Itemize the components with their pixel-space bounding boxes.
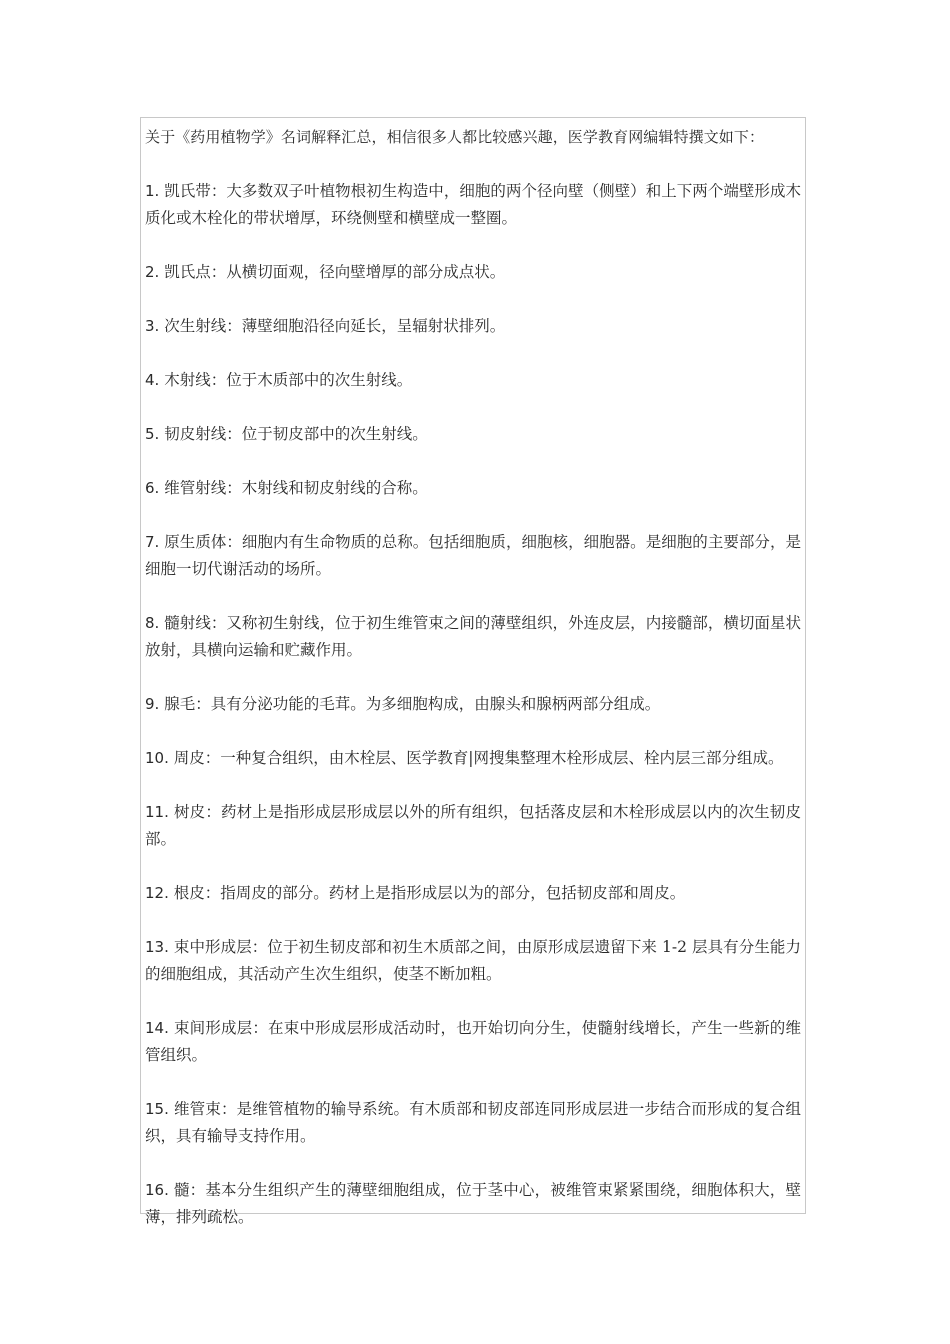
document-content-box xyxy=(140,117,806,1226)
list-item xyxy=(145,421,801,448)
item-text: 原生质体：细胞内有生命物质的总称。包括细胞质，细胞核，细胞器。是细胞的主要部分，是细胞一切代谢活动的场所。 xyxy=(145,533,801,578)
item-number: 14. xyxy=(145,1019,169,1037)
list-item xyxy=(145,799,801,853)
item-number: 10. xyxy=(145,749,169,767)
item-text: 髓射线：又称初生射线，位于初生维管束之间的薄壁组织，外连皮层，内接髓部，横切面星状放射，具横向运输和贮藏作用。 xyxy=(145,614,801,659)
list-item xyxy=(145,934,801,988)
item-text: 木射线：位于木质部中的次生射线。 xyxy=(159,371,413,389)
item-text: 凯氏带：大多数双子叶植物根初生构造中，细胞的两个径向壁（侧壁）和上下两个端壁形成木质化或木栓化的带状增厚，环绕侧壁和横壁成一整圈。 xyxy=(145,182,801,227)
list-item xyxy=(145,745,801,772)
term-list xyxy=(145,178,801,1231)
item-text: 次生射线：薄壁细胞沿径向延长，呈辐射状排列。 xyxy=(159,317,506,335)
list-item xyxy=(145,178,801,232)
item-number: 15. xyxy=(145,1100,169,1118)
item-number: 6. xyxy=(145,479,160,497)
item-text: 根皮：指周皮的部分。药材上是指形成层以为的部分，包括韧皮部和周皮。 xyxy=(168,884,686,902)
list-item xyxy=(145,475,801,502)
item-text: 凯氏点：从横切面观，径向壁增厚的部分成点状。 xyxy=(159,263,506,281)
item-number: 5. xyxy=(145,425,160,443)
item-text: 周皮：一种复合组织，由木栓层、医学教育|网搜集整理木栓形成层、栓内层三部分组成。 xyxy=(168,749,784,767)
list-item xyxy=(145,313,801,340)
intro-paragraph: 关于《药用植物学》名词解释汇总，相信很多人都比较感兴趣，医学教育网编辑特撰文如下： xyxy=(145,128,765,146)
item-number: 2. xyxy=(145,263,160,281)
item-text: 维管束：是维管植物的输导系统。有木质部和韧皮部连同形成层进一步结合而形成的复合组织，具有输导支持作用。 xyxy=(145,1100,801,1145)
list-item xyxy=(145,259,801,286)
item-text: 髓：基本分生组织产生的薄壁细胞组成，位于茎中心，被维管束紧紧围绕，细胞体积大，壁薄，排列疏松。 xyxy=(145,1181,801,1226)
list-item xyxy=(145,367,801,394)
item-text: 腺毛：具有分泌功能的毛茸。为多细胞构成，由腺头和腺柄两部分组成。 xyxy=(159,695,661,713)
item-text: 束中形成层：位于初生韧皮部和初生木质部之间，由原形成层遗留下来 1-2 层具有分生能力的细胞组成，其活动产生次生组织，使茎不断加粗。 xyxy=(145,938,801,983)
item-text: 树皮：药材上是指形成层形成层以外的所有组织，包括落皮层和木栓形成层以内的次生韧皮部。 xyxy=(145,803,801,848)
list-item xyxy=(145,529,801,583)
item-number: 4. xyxy=(145,371,160,389)
item-number: 7. xyxy=(145,533,160,551)
list-item xyxy=(145,1015,801,1069)
item-number: 12. xyxy=(145,884,169,902)
list-item xyxy=(145,610,801,664)
list-item xyxy=(145,691,801,718)
item-text: 韧皮射线：位于韧皮部中的次生射线。 xyxy=(159,425,428,443)
item-number: 16. xyxy=(145,1181,169,1199)
item-number: 1. xyxy=(145,182,160,200)
item-number: 13. xyxy=(145,938,169,956)
item-number: 9. xyxy=(145,695,160,713)
item-number: 3. xyxy=(145,317,160,335)
item-text: 束间形成层：在束中形成层形成活动时，也开始切向分生，使髓射线增长，产生一些新的维管组织。 xyxy=(145,1019,801,1064)
list-item xyxy=(145,880,801,907)
item-text: 维管射线：木射线和韧皮射线的合称。 xyxy=(159,479,428,497)
list-item xyxy=(145,1177,801,1231)
item-number: 8. xyxy=(145,614,160,632)
list-item xyxy=(145,1096,801,1150)
item-number: 11. xyxy=(145,803,169,821)
